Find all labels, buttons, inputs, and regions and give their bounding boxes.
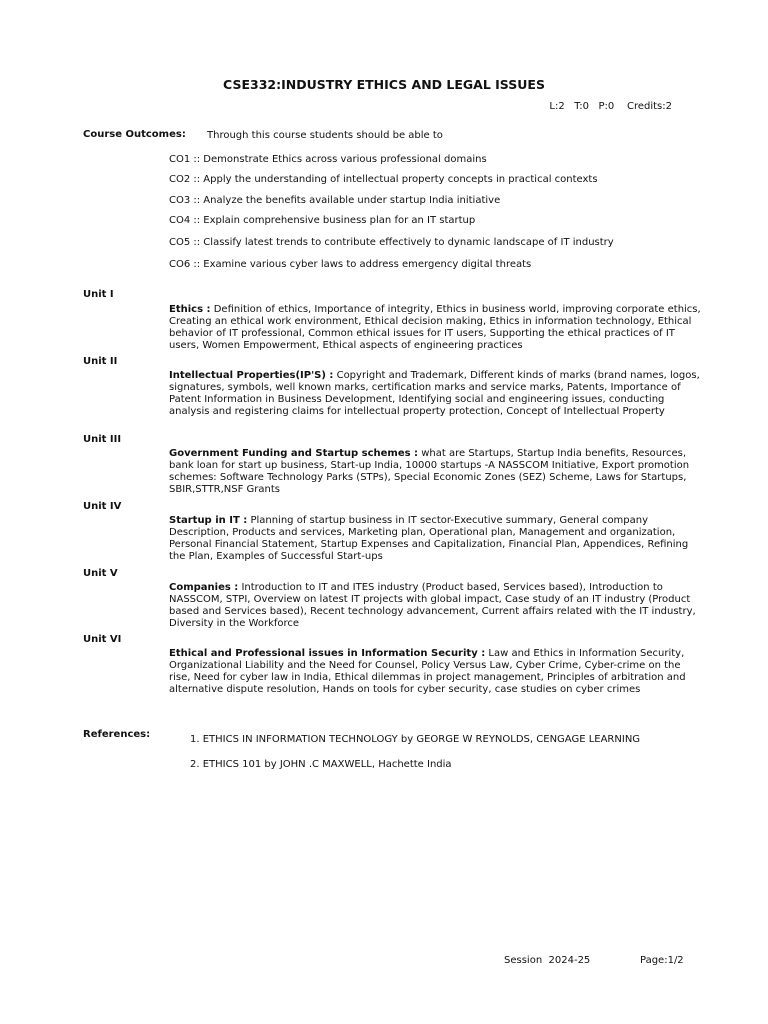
unit-heading: Startup in IT :	[169, 515, 248, 526]
unit-text: Introduction to IT and ITES industry (Product based, Services based), Introduction to NASSCOM, STPI, Overview on latest IT projects with global impact, Case study of an IT industry (Product based and Services based), Recent technology advancement, Current affairs related with the IT industry, Diversity in the Workforce	[169, 582, 696, 629]
unit-label-2: Unit II	[83, 356, 118, 367]
unit-content-1	[169, 304, 701, 352]
co-item-5: CO5 :: Classify latest trends to contribute effectively to dynamic landscape of IT industry	[169, 237, 614, 248]
unit-label-6: Unit VI	[83, 634, 122, 645]
unit-text: what are Startups, Startup India benefits, Resources, bank loan for start up business, Start-up India, 10000 startups -A NASSCOM Initiative, Export promotion schemes: Software Technology Parks (STPs), Special Economic Zones (SEZ) Scheme, Laws for Startups, SBIR,STTR,NSF Grants	[169, 448, 690, 495]
unit-text: Law and Ethics in Information Security, Organizational Liability and the Need for Counsel, Policy Versus Law, Cyber Crime, Cyber-crime on the rise, Need for cyber law in India, Ethical dilemmas in project management, Principles of arbitration and alternative dispute resolution, Hands on tools for cyber security, case studies on cyber crimes	[169, 648, 686, 695]
co-item-4: CO4 :: Explain comprehensive business plan for an IT startup	[169, 215, 476, 226]
unit-heading: Companies :	[169, 582, 239, 593]
unit-heading: Ethical and Professional issues in Information Security :	[169, 648, 486, 659]
co-item-2: CO2 :: Apply the understanding of intellectual property concepts in practical contexts	[169, 174, 598, 185]
co-item-3: CO3 :: Analyze the benefits available under startup India initiative	[169, 195, 501, 206]
unit-content-5	[169, 582, 701, 630]
unit-label-1: Unit I	[83, 289, 114, 300]
unit-text: Planning of startup business in IT sector-Executive summary, General company Description, Products and services, Marketing plan, Operational plan, Management and organization, Personal Financial Statement, Startup Expenses and Capitalization, Financial Plan, Appendices, Refining the Plan, Examples of Successful Start-ups	[169, 515, 689, 562]
unit-content-2	[169, 370, 701, 418]
unit-heading: Government Funding and Startup schemes :	[169, 448, 419, 459]
unit-label-3: Unit III	[83, 434, 122, 445]
unit-label-4: Unit IV	[83, 501, 122, 512]
unit-text: Definition of ethics, Importance of integrity, Ethics in business world, improving corporate ethics, Creating an ethical work environment, Ethical decision making, Ethics in information technology, Ethical behavior of IT professional, Common ethical issues for IT users, Supporting the ethical practices of IT users, Women Empowerment, Ethical aspects of engineering practices	[169, 304, 701, 351]
unit-text: Copyright and Trademark, Different kinds of marks (brand names, logos, signatures, symbols, well known marks, certification marks and service marks, Patents, Importance of Patent Information in Business Development, Identifying social and engineering issues, conducting analysis and registering claims for intellectual property protection, Concept of Intellectual Property	[169, 370, 700, 417]
references-label: References:	[83, 729, 151, 740]
unit-label-5: Unit V	[83, 568, 118, 579]
unit-heading: Ethics :	[169, 304, 211, 315]
co-item-6: CO6 :: Examine various cyber laws to address emergency digital threats	[169, 259, 532, 270]
unit-heading: Intellectual Properties(IP'S) :	[169, 370, 334, 381]
course-title: CSE332:INDUSTRY ETHICS AND LEGAL ISSUES	[223, 77, 545, 92]
reference-item-2: 2. ETHICS 101 by JOHN .C MAXWELL, Hachette India	[190, 759, 452, 770]
unit-content-3	[169, 448, 701, 496]
credit-info: L:2 T:0 P:0 Credits:2	[549, 101, 672, 112]
reference-item-1: 1. ETHICS IN INFORMATION TECHNOLOGY by GEORGE W REYNOLDS, CENGAGE LEARNING	[190, 734, 641, 745]
unit-content-6	[169, 648, 701, 696]
course-outcomes-label: Course Outcomes:	[83, 129, 186, 140]
page-number: Page:1/2	[640, 955, 684, 966]
session-label: Session 2024-25	[504, 955, 591, 966]
unit-content-4	[169, 515, 701, 563]
co-item-1: CO1 :: Demonstrate Ethics across various professional domains	[169, 154, 487, 165]
course-outcomes-intro: Through this course students should be able to	[207, 130, 443, 141]
